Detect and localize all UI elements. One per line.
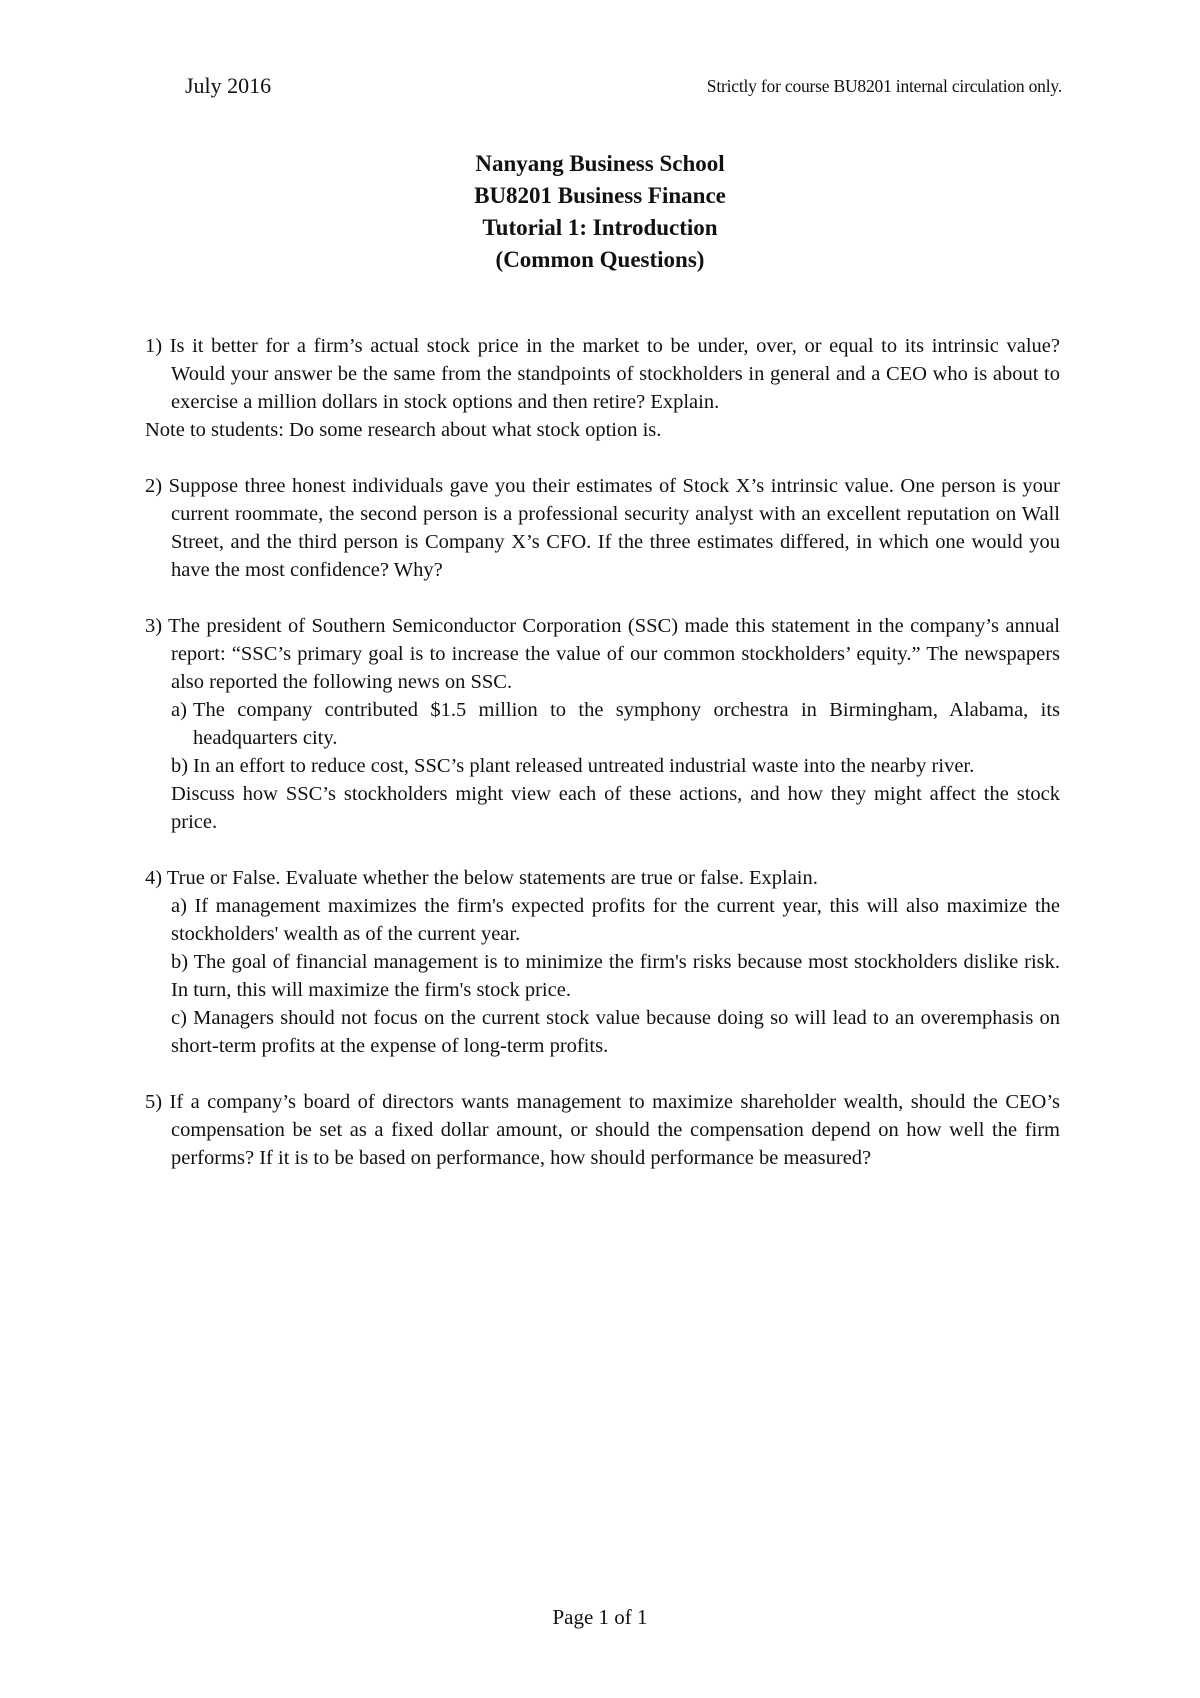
question-4-part-a: a) If management maximizes the firm's expected profits for the current year, this will also maximize the stockholders' wealth as of the current year.: [171, 895, 1060, 945]
question-3-discuss: Discuss how SSC’s stockholders might view each of these actions, and how they might affect the stock price.: [171, 783, 1060, 833]
question-3-part-b-label: b): [171, 755, 189, 777]
question-3-part-a-label: a): [171, 699, 187, 721]
question-3-part-a: [171, 696, 1060, 752]
title-tutorial: Tutorial 1: Introduction: [482, 215, 718, 240]
title-course: BU8201 Business Finance: [474, 183, 726, 208]
question-3-part-b: [171, 752, 1060, 780]
question-4-part-c: c) Managers should not focus on the current stock value because doing so will lead to an overemphasis on short-term profits at the expense of long-term profits.: [171, 1007, 1060, 1057]
question-3-part-b-text: In an effort to reduce cost, SSC’s plant released untreated industrial waste into the nearby river.: [193, 755, 975, 777]
question-1: 1) Is it better for a firm’s actual stock price in the market to be under, over, or equal to its intrinsic value? Would your answer be the same from the standpoints of stockholders in general and a CEO who is about to exercise a million dollars in stock options and then retire? Explain.: [145, 335, 1060, 413]
question-4: 4) True or False. Evaluate whether the below statements are true or false. Explain.: [145, 867, 818, 889]
title-subtitle: (Common Questions): [495, 247, 705, 272]
question-1-note: Note to students: Do some research about what stock option is.: [145, 419, 662, 441]
question-5: 5) If a company’s board of directors wants management to maximize shareholder wealth, should the CEO’s compensation be set as a fixed dollar amount, or should the compensation depend on how well the firm performs? If it is to be based on performance, how should performance be measured?: [145, 1091, 1060, 1169]
header-circulation-notice: Strictly for course BU8201 internal circulation only.: [706, 76, 1062, 96]
question-4-part-b: b) The goal of financial management is to minimize the firm's risks because most stockholders dislike risk. In turn, this will maximize the firm's stock price.: [171, 951, 1060, 1001]
question-3: 3) The president of Southern Semiconductor Corporation (SSC) made this statement in the company’s annual report: “SSC’s primary goal is to increase the value of our common stockholders’ equity.” The newspapers also reported the following news on SSC.: [145, 615, 1060, 693]
title-school: Nanyang Business School: [475, 151, 725, 176]
question-2: 2) Suppose three honest individuals gave you their estimates of Stock X’s intrinsic value. One person is your current roommate, the second person is a professional security analyst with an excellent reputation on Wall Street, and the third person is Company X’s CFO. If the three estimates differed, in which one would you have the most confidence? Why?: [145, 475, 1060, 581]
header-date: July 2016: [185, 73, 272, 98]
questions-list: [145, 332, 1060, 1172]
page-number: Page 1 of 1: [552, 1605, 648, 1629]
question-3-part-a-text: The company contributed $1.5 million to the symphony orchestra in Birmingham, Alabama, its headquarters city.: [193, 699, 1060, 749]
document-title: [0, 148, 1200, 276]
